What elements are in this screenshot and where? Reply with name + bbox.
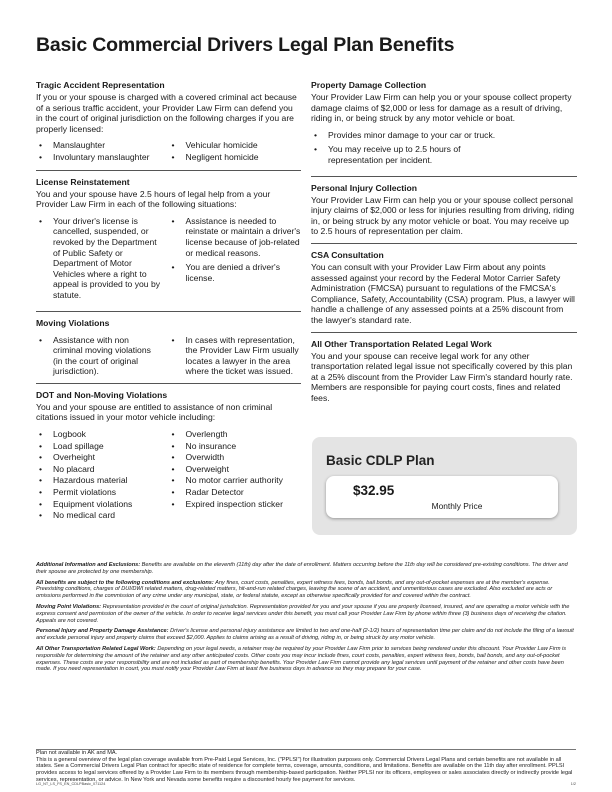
- tragic-charges-list-1: [36, 140, 169, 163]
- tragic-accident-heading: Tragic Accident Representation: [36, 80, 165, 90]
- tragic-accident-section: [36, 80, 301, 171]
- fine-print-paragraph: [36, 562, 576, 576]
- license-list-1: [36, 216, 169, 305]
- price-card: [312, 437, 577, 535]
- list-item: • No insurance: [169, 441, 302, 452]
- list-item: • Load spillage: [36, 441, 169, 452]
- list-item: • You may receive up to 2.5 hours of representation per incident.: [311, 144, 577, 165]
- csa-consultation-body: You can consult with your Provider Law Firm about any points assessed against your record by the Federal Motor Carrier Safety Administration (FMCSA) pursuant to regulations of the FMCSA's Compliance, Safety, Accountability (CSA) program. Plus, a lawyer will handle a challenge of any assessed points at a 25% discount from the lawyer's standard rate.: [311, 261, 575, 325]
- list-item: • Equipment violations: [36, 499, 169, 510]
- list-item: • Involuntary manslaughter: [36, 152, 169, 163]
- list-item: • Hazardous material: [36, 475, 169, 486]
- dot-violations-body: You and your spouse are entitled to assistance of non criminal citations issued in your motor vehicle including:: [36, 401, 273, 423]
- list-item: • Your driver's license is cancelled, suspended, or revoked by the Department of Public Safety or Department of Motor Vehicles where a right to appeal is provided to you by statute.: [36, 216, 169, 301]
- fine-print-label: Additional Information and Exclusions:: [36, 562, 141, 568]
- list-item: • Overweight: [169, 464, 302, 475]
- moving-violations-heading: Moving Violations: [36, 317, 110, 328]
- price-box: [326, 476, 558, 518]
- fine-print-label: All Other Transportation Related Legal Work:: [36, 645, 156, 652]
- list-item: • You are denied a driver's license.: [169, 262, 302, 283]
- dot-list-2: [169, 429, 302, 522]
- fine-print-paragraph: [36, 604, 576, 624]
- list-item: • No placard: [36, 464, 169, 475]
- list-item: • Expired inspection sticker: [169, 499, 302, 510]
- moving-list-1: [36, 335, 169, 377]
- list-item: • Overwidth: [169, 452, 302, 463]
- moving-list-2: [169, 335, 302, 377]
- page-number: 1/2: [570, 782, 576, 786]
- footer: [36, 750, 576, 784]
- fine-print-text: Any fines, court costs, penalties, expert witness fees, bonds, bail bonds, and any out-of-pocket expenses are at the member's expense. Preexisting conditions, charges of DUI/DWI related matters, drug-related matters, hit-and-run related charges, leaving the scene of an accident, and unmeritorious cases are excluded. Also excluded are acts or omissions performed in the commission of any crime under any municipal, state, or federal statute, except as otherwise specifically provided for and covered within the contract.: [36, 579, 553, 600]
- monthly-price-value: $32.95: [353, 483, 395, 498]
- fine-print-paragraph: [36, 646, 576, 673]
- license-list-2: [169, 216, 302, 305]
- list-item: • Vehicular homicide: [169, 140, 302, 151]
- dot-violations-section: [36, 390, 301, 528]
- fine-print: [36, 562, 576, 677]
- list-item: • Negligent homicide: [169, 152, 302, 163]
- personal-injury-section: [311, 183, 577, 244]
- fine-print-text: Benefits are available on the eleventh (11th) day after the date of enrollment. Matters occurring before the 11th day will be considered pre-existing conditions. The driver and their spouse are protected by one membership.: [36, 562, 568, 575]
- personal-injury-heading: Personal Injury Collection: [311, 182, 418, 193]
- other-legal-work-section: [311, 339, 577, 410]
- license-reinstatement-section: [36, 177, 301, 312]
- dot-list-1: [36, 429, 169, 522]
- list-item: • Permit violations: [36, 487, 169, 498]
- fine-print-label: Moving Point Violations:: [36, 603, 102, 610]
- moving-violations-section: [36, 318, 301, 384]
- fine-print-label: Personal Injury and Property Damage Assistance:: [36, 628, 169, 635]
- right-column: [311, 80, 577, 415]
- fine-print-label: All benefits are subject to the following conditions and exclusions:: [36, 579, 214, 586]
- footer-availability: Plan not available in AK and MA.: [36, 750, 118, 756]
- fine-print-text: Representation provided in the court of original jurisdiction. Representation provided for you and your spouse if you are properly licensed, insured, and are operating a motor vehicle with the express consent and permission of the owner of the vehicle. In order to receive legal services under this benefit, you must call your Provider Law Firm by phone within three (3) business days of receiving the citation. Appeals are not covered.: [36, 603, 570, 624]
- property-damage-list: [311, 130, 577, 166]
- tragic-charges-list-2: [169, 140, 302, 163]
- license-reinstatement-heading: License Reinstatement: [36, 176, 130, 187]
- personal-injury-body: Your Provider Law Firm can help you or your spouse collect personal injury claims of $2,000 or less for injuries resulting from driving, riding in, or being struck by any motor vehicle or boat. You may receive up to 2.5 hours of representation per claim.: [311, 194, 575, 237]
- monthly-price-label: Monthly Price: [431, 501, 483, 511]
- csa-consultation-section: [311, 250, 577, 333]
- page-title: Basic Commercial Drivers Legal Plan Benefits: [36, 34, 455, 56]
- list-item: • No medical card: [36, 510, 169, 521]
- list-item: • No motor carrier authority: [169, 475, 302, 486]
- fine-print-paragraph: [36, 580, 576, 600]
- list-item: • Radar Detector: [169, 487, 302, 498]
- other-legal-work-body: You and your spouse can receive legal work for any other transportation related legal issue not specifically covered by this plan at a 25% discount from the Provider Law Firm's standard hourly rate. Members are responsible for paying court costs, fines and related fees.: [311, 350, 573, 403]
- footer-disclaimer: This is a general overview of the legal plan coverage available from Pre-Paid Legal Services, Inc. ("PPLSI") for illustration purposes only. Commercial Drivers Legal Plans and certain benefits are not available in all states. See a Commercial Drivers Legal Plan contract for specific state of residence for complete terms, coverage, amounts, conditions, and limitations. Benefits are available on the 11th day after enrollment. PPLSI provides access to legal services offered by a Provider Law Firm to its members through membership-based participation. Neither PPLSI nor its officers, employees or sales associates directly or indirectly provide legal services, representation, or advice. In New York and Nevada some benefits require a discounted hourly fee payment for services.: [36, 756, 573, 783]
- list-item: • In cases with representation, the Provider Law Firm usually locates a lawyer in the area where the ticket was issued.: [169, 335, 302, 377]
- list-item: • Overlength: [169, 429, 302, 440]
- list-item: • Provides minor damage to your car or truck.: [311, 130, 577, 141]
- property-damage-section: [311, 80, 577, 177]
- list-item: • Logbook: [36, 429, 169, 440]
- price-card-title: Basic CDLP Plan: [326, 453, 435, 468]
- tragic-accident-body: If you or your spouse is charged with a covered criminal act because of a serious traffic accident, your Provider Law Firm can defend you in the court of original jurisdiction on the following charges if you are properly licensed:: [36, 92, 297, 134]
- list-item: • Assistance with non criminal moving violations (in the court of original jurisdiction).: [36, 335, 169, 377]
- property-damage-body: Your Provider Law Firm can help you or your spouse collect property damage claims of $2,000 or less for damage as a result of driving, riding in, or being struck by any motor vehicle or boat.: [311, 92, 572, 124]
- list-item: • Assistance is needed to reinstate or maintain a driver's license because of job-related or medical reasons.: [169, 216, 302, 258]
- property-damage-heading: Property Damage Collection: [311, 80, 427, 90]
- other-legal-work-heading: All Other Transportation Related Legal Work: [311, 338, 492, 349]
- list-item: • Overheight: [36, 452, 169, 463]
- fine-print-paragraph: [36, 628, 576, 642]
- fine-print-text: Depending on your legal needs, a retainer may be required by your Provider Law Firm prior to services being rendered under this discount. Your Provider Law Firm is responsible for determining the amount of the retainer and any other anticipated costs. Other costs you may incur include fines, court costs, penalties, expert witness fees, bonds, bail bonds, and any out-of-pocket expenses. These costs are your responsibility and are not included as part of membership benefits. Your Provider Law Firm cannot provide any legal services until payment of the retainer and other costs have been made. If you need representation in court, you must notify your Provider Law Firm at least five business days in advance so they may prepare for your case.: [36, 645, 567, 673]
- left-column: [36, 80, 301, 534]
- csa-consultation-heading: CSA Consultation: [311, 249, 384, 260]
- list-item: • Manslaughter: [36, 140, 169, 151]
- document-code: LG_NT_LS_FS_EN_CDLPBasic_071124: [36, 782, 106, 786]
- dot-violations-heading: DOT and Non-Moving Violations: [36, 389, 168, 400]
- fine-print-text: Driver's license and personal injury assistance are limited to two and one-half (2-1/2) hours of representation time per claim and do not include the filing of a lawsuit and exclude personal injury and property claims that exceed $2,000. Applies to claims arising as a result of driving, riding in, or being struck by any motor vehicle.: [36, 628, 574, 642]
- license-reinstatement-body: You and your spouse have 2.5 hours of legal help from a your Provider Law Firm in each of the following situations:: [36, 188, 271, 210]
